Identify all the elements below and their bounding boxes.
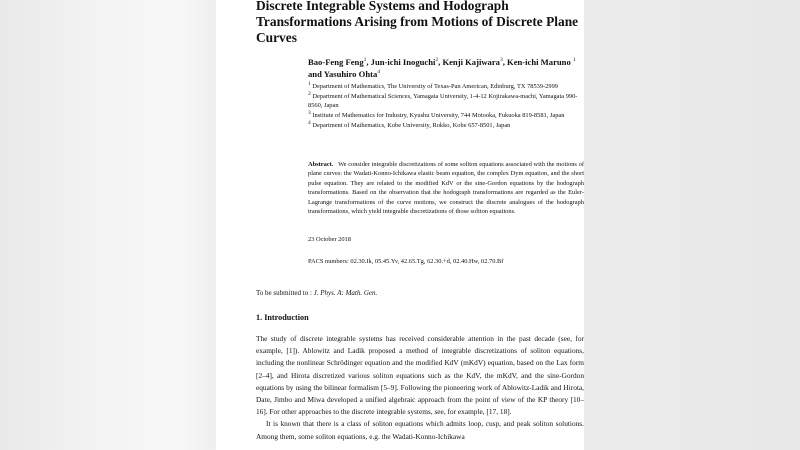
author-sup: 3 (499, 57, 503, 64)
author: Jun-ichi Inoguchi (370, 57, 436, 67)
abstract-text: We consider integrable discretizations of some soliton equations associated with the motions of plane curves: the Wadati-Konno-Ichikawa elastic beam equation, the complex Dym equation, and the short pulse equation. They are related to the modified KdV or the sine-Gordon equations by the hodograph transformations. Based on the observation that the hodograph transformations are regarded as the Euler-Lagrange transformations of the curve motions, we construct the discrete analogues of the hodograph transformations, which yield integrable discretizations of those soliton equations. (308, 161, 584, 216)
author-separator: , (438, 57, 443, 67)
affiliation (308, 121, 584, 130)
abstract (308, 160, 584, 216)
paper-title: Discrete Integrable Systems and Hodograph Transformations Arising from Motions of Discrete Plane Curves (256, 0, 579, 45)
affiliation-text: Institute of Mathematics for Industry, Kyushu University, 744 Motooka, Fukuoka 819-8581, Japan (312, 111, 565, 119)
paper-page (216, 0, 584, 450)
submission-prefix: To be submitted to : (256, 289, 314, 297)
author-sup: 1 (363, 57, 367, 64)
abstract-label: Abstract. (308, 161, 334, 168)
affiliation-sup: 3 (308, 109, 311, 116)
author: Bao-Feng Feng (308, 57, 364, 67)
affiliation-sup: 4 (308, 119, 311, 126)
affiliation-list (308, 82, 584, 130)
paper-date: 23 October 2018 (308, 236, 351, 243)
body-text (256, 333, 584, 443)
affiliation (308, 82, 584, 91)
affiliation-text: Department of Mathematics, The University of Texas-Pan American, Edinburg, TX 78539-2999 (312, 83, 558, 90)
paragraph: It is known that there is a class of soliton equations which admits loop, cusp, and peak soliton solutions. Among them, some soliton equations, e.g. the Wadati-Konno-Ichikawa (256, 419, 584, 441)
affiliation-sup: 1 (308, 80, 311, 87)
submission-note (256, 289, 377, 297)
affiliation-text: Department of Mathematics, Kobe University, Rokko, Kobe 657-8501, Japan (312, 121, 511, 129)
pacs-numbers: PACS numbers: 02.30.Ik, 05.45.Yv, 42.65.Tg, 62.30.+d, 02.40.Hw, 02.70.Bf (308, 258, 504, 265)
author: Kenji Kajiwara (442, 57, 500, 67)
section-heading: 1. Introduction (256, 313, 309, 322)
paragraph: The study of discrete integrable systems has received considerable attention in the past decade (see, for example, [1]). Ablowitz and Ladik proposed a method of integrable discretizations of soliton equations, including the nonlinear Schrödinger equation and the modified KdV (mKdV) equation, based on the Lax form [2–4], and Hirota discretized various soliton equations such as the KdV, the mKdV, and the sine-Gordon equations by using the bilinear formalism [5–9]. Following the pioneering work of Ablowitz-Ladik and Hirota, Date, Jimbo and Miwa developed a unified algebraic approach from the point of view of the KP theory [10–16]. For other approaches to the discrete integrable systems, see, for example, [17, 18]. (256, 334, 584, 417)
affiliation (308, 111, 584, 120)
author-separator: and (308, 69, 324, 79)
affiliation (308, 92, 584, 111)
author-separator: , (366, 57, 371, 67)
author-sup: 4 (377, 69, 381, 76)
affiliation-text: Department of Mathematical Sciences, Yamagata University, 1-4-12 Kojirakawa-machi, Yamagata 990-8560, Japan (308, 92, 578, 110)
author-list (308, 56, 584, 80)
author: Ken-ichi Maruno (507, 57, 571, 67)
journal-name: J. Phys. A: Math. Gen. (313, 289, 378, 297)
affiliation-sup: 2 (308, 90, 311, 97)
author-sup: 2 (435, 57, 439, 64)
author-sup: 1 (572, 57, 576, 64)
author: Yasuhiro Ohta (323, 69, 378, 79)
author-separator: , (502, 57, 508, 67)
